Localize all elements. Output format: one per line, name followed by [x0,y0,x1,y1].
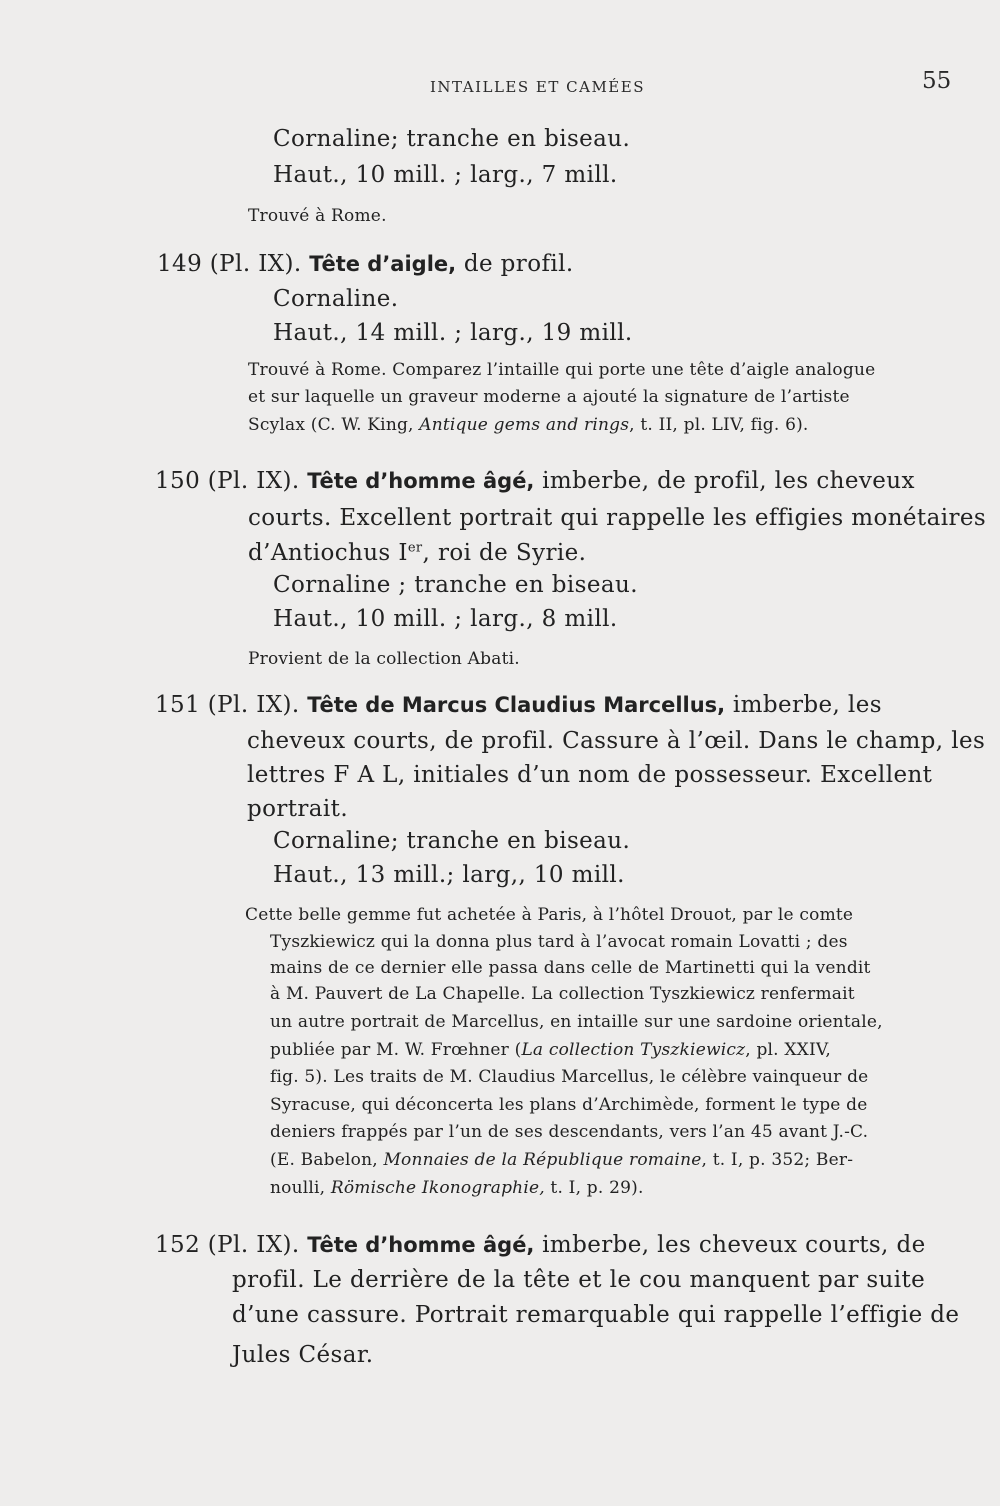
entry-150-title: Tête d’homme âgé, [307,469,535,493]
entry-152-desc-2: profil. Le derrière de la tête et le cou manquent par suite [232,1267,926,1293]
entry-150-note: Provient de la collection Abati. [248,649,520,669]
entry-151-note-11-a: noulli, [270,1178,331,1198]
entry-151-note-4: à M. Pauvert de La Chapelle. La collection Tyszkiewicz renfermait [270,984,855,1004]
entry-152-heading [155,1230,926,1260]
entry-151-desc-3: lettres F A L, initiales d’un nom de possesseur. Excellent [247,762,933,788]
entry-151-note-8: Syracuse, qui déconcerta les plans d’Archimède, forment le type de [270,1095,868,1115]
entry-149-note-3-italic: Antique gems and rings [419,415,630,435]
entry-151-note-10-b: , t. I, p. 352; Ber- [701,1150,854,1170]
entry-150-desc-2: courts. Excellent portrait qui rappelle les effigies monétaires [248,505,987,531]
entry-151-desc-4: portrait. [247,796,349,822]
entry-150-title-rest: imberbe, de profil, les cheveux [534,468,915,494]
entry-150-material: Cornaline ; tranche en biseau. [273,572,638,598]
entry-149-note-3-b: , t. II, pl. LIV, fig. 6). [629,415,809,435]
entry-151-note-1: Cette belle gemme fut achetée à Paris, à l’hôtel Drouot, par le comte [245,905,854,925]
entry-151-note-6-a: publiée par M. W. Frœhner ( [270,1040,522,1060]
entry-151-desc-2: cheveux courts, de profil. Cassure à l’œil. Dans le champ, les [247,728,986,754]
running-head: INTAILLES ET CAMÉES [430,78,645,96]
entry-150-dimensions: Haut., 10 mill. ; larg., 8 mill. [273,606,618,632]
entry-151-note-9: deniers frappés par l’un de ses descendants, vers l’an 45 avant J.-C. [270,1122,869,1142]
entry-151-note-11-italic: Römische Ikonographie, [330,1178,545,1198]
top-entry-dimensions: Haut., 10 mill. ; larg., 7 mill. [273,162,618,188]
top-entry-note: Trouvé à Rome. [248,206,387,226]
entry-149-title-rest: de profil. [456,251,574,277]
entry-150-desc-3-sup: er [407,540,423,556]
entry-150-number: 150 (Pl. IX). [155,468,308,494]
entry-149-note-3-a: Scylax (C. W. King, [248,415,420,435]
entry-151-note-7: fig. 5). Les traits de M. Claudius Marcellus, le célèbre vainqueur de [270,1067,869,1087]
entry-149-number: 149 (Pl. IX). [157,251,310,277]
entry-152-desc-3: d’une cassure. Portrait remarquable qui rappelle l’effigie de [232,1302,960,1328]
entry-151-note-11 [270,1176,644,1200]
entry-149-title: Tête d’aigle, [309,252,457,276]
entry-151-note-6-b: , pl. XXIV, [745,1040,831,1060]
entry-151-note-6 [270,1038,831,1062]
entry-149-heading [157,249,574,279]
page-number: 55 [922,68,952,94]
entry-149-note-3 [248,413,809,437]
entry-151-material: Cornaline; tranche en biseau. [273,828,631,854]
entry-150-desc-3 [248,538,586,568]
entry-151-note-11-b: t. I, p. 29). [544,1178,644,1198]
entry-151-note-3: mains de ce dernier elle passa dans celle de Martinetti qui la vendit [270,958,871,978]
entry-152-title-rest: imberbe, les cheveux courts, de [534,1232,926,1258]
entry-151-title: Tête de Marcus Claudius Marcellus, [307,693,726,717]
entry-150-heading [155,466,915,496]
entry-149-dimensions: Haut., 14 mill. ; larg., 19 mill. [273,320,633,346]
entry-151-note-2: Tyszkiewicz qui la donna plus tard à l’avocat romain Lovatti ; des [270,932,848,952]
entry-151-note-10-italic: Monnaies de la République romaine [383,1150,702,1170]
entry-149-note-2: et sur laquelle un graveur moderne a ajouté la signature de l’artiste [248,387,850,407]
entry-151-dimensions: Haut., 13 mill.; larg,, 10 mill. [273,862,625,888]
entry-150-desc-3-b: , roi de Syrie. [422,540,587,566]
entry-149-material: Cornaline. [273,286,399,312]
entry-151-note-5: un autre portrait de Marcellus, en intaille sur une sardoine orientale, [270,1012,883,1032]
entry-151-note-10 [270,1148,853,1172]
entry-151-number: 151 (Pl. IX). [155,692,308,718]
top-entry-material: Cornaline; tranche en biseau. [273,126,631,152]
entry-151-heading [155,690,882,720]
entry-152-title: Tête d’homme âgé, [307,1233,535,1257]
entry-152-desc-4: Jules César. [232,1342,374,1368]
entry-152-number: 152 (Pl. IX). [155,1232,308,1258]
entry-150-desc-3-a: d’Antiochus I [248,540,408,566]
entry-151-title-rest: imberbe, les [725,692,882,718]
entry-151-note-10-a: (E. Babelon, [270,1150,384,1170]
entry-151-note-6-italic: La collection Tyszkiewicz [521,1040,746,1060]
entry-149-note-1: Trouvé à Rome. Comparez l’intaille qui porte une tête d’aigle analogue [248,360,876,380]
